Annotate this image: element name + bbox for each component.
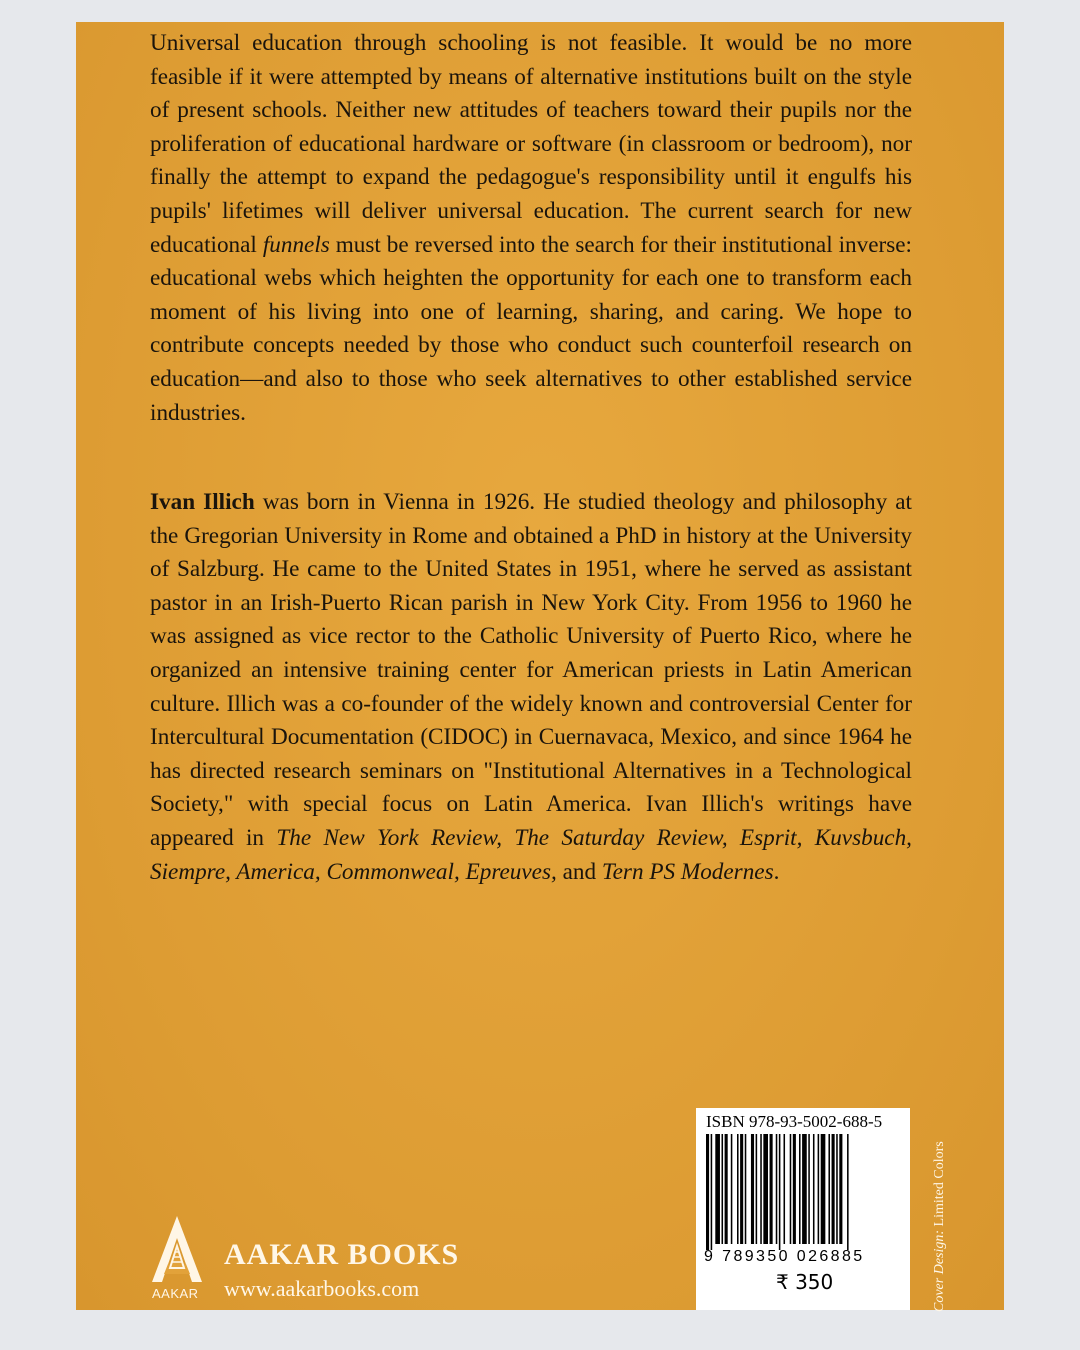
isbn-number: ISBN 978-93-5002-688-5: [706, 1112, 883, 1131]
blurb-text-2: must be reversed into the search for their institutional inverse: educational webs which heighten the opportunity for each one to transform each moment of his living into one of learning, sharing, and caring. We hope to contribute concepts needed by those who conduct such counterfoil research on education—and also to those who seek alternatives to other established service industries.: [150, 231, 912, 426]
publisher-url: www.aakarbooks.com: [224, 1276, 420, 1301]
publisher-name: AAKAR BOOKS: [224, 1238, 460, 1271]
credit-value: Limited Colors: [932, 1141, 947, 1230]
price: ₹ 350: [776, 1270, 834, 1294]
bio-text: was born in Vienna in 1926. He studied theology and philosophy at the Gregorian University in Rome and obtained a PhD in history at the University of Salzburg. He came to the United States in 1951, where he served as assistant pastor in an Irish-Puerto Rican parish in New York City. From 1956 to 1960 he was assigned as vice rector to the Catholic University of Puerto Rico, where he organized an intensive training center for American priests in Latin American culture. Illich was a co-founder of the widely known and controversial Center for Intercultural Documentation (CIDOC) in Cuernavaca, Mexico, and since 1964 he has directed research seminars on "Institutional Alternatives in a Technological Society," with special focus on Latin America. Ivan Illich's writings have appeared in: [150, 489, 912, 851]
bio-end: .: [773, 858, 780, 885]
author-name: Ivan Illich: [150, 489, 255, 515]
barcode-icon: [704, 1134, 902, 1250]
blurb-emphasis: funnels: [262, 231, 330, 258]
author-bio: [150, 486, 912, 889]
barcode-label: [696, 1108, 910, 1310]
bio-last-publication: Tern PS Modernes: [601, 858, 774, 885]
credit-label: Cover Design:: [932, 1229, 947, 1312]
blurb: [150, 27, 912, 430]
bio-and: and: [556, 858, 602, 885]
publisher-logo-label: AAKAR: [152, 1286, 199, 1301]
book-back-cover: [76, 22, 1004, 1310]
publisher-block: [146, 1212, 566, 1308]
barcode-digits: 9 789350 026885: [704, 1248, 865, 1265]
blurb-paragraph: [150, 27, 912, 430]
blurb-text-1: Universal education through schooling is not feasible. It would be no more feasible if it were attempted by means of alternative institutions built on the style of present schools. Neither new attitudes of teachers toward their pupils nor the proliferation of educational hardware or software (in classroom or bedroom), nor finally the attempt to expand the pedagogue's responsibility until it engulfs his pupils' lifetimes will deliver universal education. The current search for new educational: [150, 30, 912, 258]
bio-publications: The New York Review, The Saturday Review, Esprit, Kuvsbuch, Siempre, America, Commonweal, Epreuves,: [150, 824, 912, 885]
bio-paragraph: [150, 486, 912, 889]
cover-design-credit: [932, 1141, 948, 1312]
